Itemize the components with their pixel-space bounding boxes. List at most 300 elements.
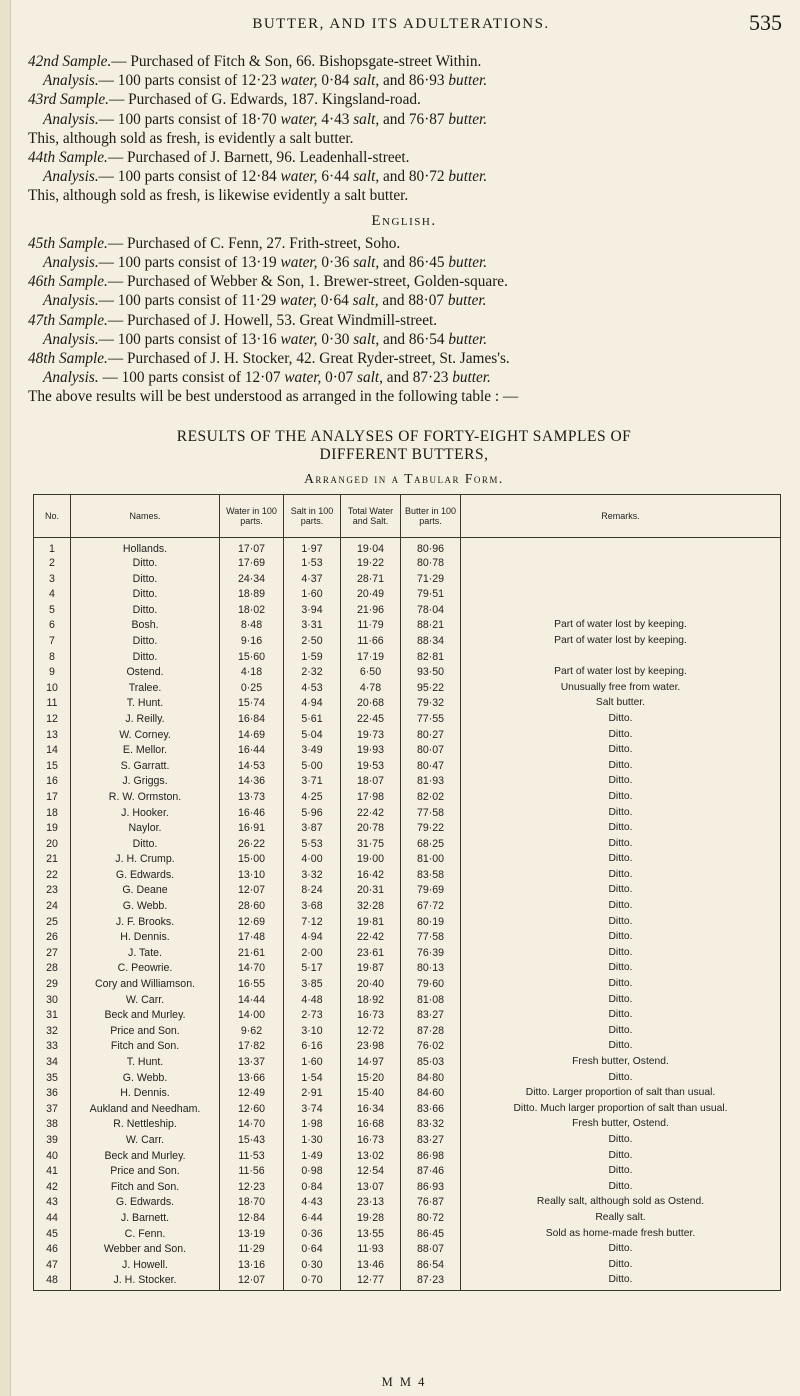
col-no-cell: 33: [34, 1040, 71, 1056]
col-no-header: No.: [34, 495, 71, 538]
table-row: [34, 1274, 781, 1290]
signature-mark: M M 4: [381, 1375, 427, 1389]
col-total-cell: 19·22: [341, 557, 401, 573]
col-salt-cell: 4·94: [284, 931, 341, 947]
col-remarks-cell: Ditto.: [461, 1181, 781, 1197]
col-butter-cell: 76·87: [401, 1196, 461, 1212]
col-total-cell: 32·28: [341, 900, 401, 916]
col-names-cell: Hollands.: [71, 538, 220, 558]
col-butter-cell: 93·50: [401, 666, 461, 682]
sample-analysis-line: [28, 330, 780, 349]
col-water-cell: 12·49: [220, 1087, 284, 1103]
col-salt-cell: 3·32: [284, 869, 341, 885]
col-no-cell: 12: [34, 713, 71, 729]
col-names-cell: C. Peowrie.: [71, 962, 220, 978]
salt-word: salt,: [357, 369, 383, 387]
analysis-text: 4·43: [317, 110, 354, 128]
col-remarks-cell: Unusually free from water.: [461, 682, 781, 698]
col-remarks-cell: Ditto.: [461, 744, 781, 760]
col-total-cell: 16·73: [341, 1134, 401, 1150]
analysis-text: — 100 parts consist of 11·29: [98, 292, 280, 310]
col-names-cell: Price and Son.: [71, 1025, 220, 1041]
analysis-label: Analysis.: [43, 72, 99, 90]
col-remarks-cell: Ditto.: [461, 1150, 781, 1166]
col-total-cell: 23·98: [341, 1040, 401, 1056]
sample-purchase: — Purchased of C. Fenn, 27. Frith-street, Soho.: [107, 234, 401, 252]
col-total-cell: 22·42: [341, 807, 401, 823]
analysis-label: Analysis.: [43, 292, 99, 310]
col-salt-cell: 3·31: [284, 619, 341, 635]
col-remarks-cell: Really salt, although sold as Ostend.: [461, 1196, 781, 1212]
col-water-cell: 14·70: [220, 1118, 284, 1134]
col-names-cell: G. Webb.: [71, 900, 220, 916]
col-butter-cell: 77·55: [401, 713, 461, 729]
col-no-cell: 26: [34, 931, 71, 947]
col-butter-cell: 79·22: [401, 822, 461, 838]
col-butter-cell: 79·32: [401, 697, 461, 713]
col-butter-cell: 80·07: [401, 744, 461, 760]
col-water-cell: 9·62: [220, 1025, 284, 1041]
col-total-cell: 20·31: [341, 884, 401, 900]
col-water-cell: 12·69: [220, 916, 284, 932]
col-remarks-cell: Ditto.: [461, 1165, 781, 1181]
col-total-cell: 12·77: [341, 1274, 401, 1290]
col-no-cell: 2: [34, 557, 71, 573]
analysis-text: and 80·72: [379, 168, 449, 186]
analysis-text: 0·84: [317, 72, 354, 90]
col-total-header: Total Water and Salt.: [341, 495, 401, 538]
col-butter-cell: 81·93: [401, 775, 461, 791]
table-row: [34, 1087, 781, 1103]
col-salt-cell: 3·94: [284, 604, 341, 620]
col-water-cell: 8·48: [220, 619, 284, 635]
col-salt-cell: 3·68: [284, 900, 341, 916]
col-salt-cell: 1·98: [284, 1118, 341, 1134]
col-names-cell: W. Carr.: [71, 994, 220, 1010]
col-water-cell: 15·43: [220, 1134, 284, 1150]
col-salt-cell: 0·30: [284, 1259, 341, 1275]
col-water-cell: 15·60: [220, 651, 284, 667]
col-salt-cell: 1·54: [284, 1072, 341, 1088]
col-butter-cell: 77·58: [401, 931, 461, 947]
table-row: [34, 1259, 781, 1275]
col-salt-cell: 2·32: [284, 666, 341, 682]
col-water-cell: 26·22: [220, 838, 284, 854]
col-salt-cell: 3·10: [284, 1025, 341, 1041]
col-names-cell: Ditto.: [71, 651, 220, 667]
col-total-cell: 17·98: [341, 791, 401, 807]
col-remarks-cell: Ditto.: [461, 729, 781, 745]
running-title: BUTTER, AND ITS ADULTERATIONS.: [252, 16, 550, 32]
col-names-cell: W. Carr.: [71, 1134, 220, 1150]
col-remarks-cell: [461, 588, 781, 604]
sample-label: 44th Sample.: [28, 149, 108, 167]
col-remarks-cell: [461, 538, 781, 558]
col-no-cell: 1: [34, 538, 71, 558]
col-butter-cell: 88·07: [401, 1243, 461, 1259]
analysis-text: — 100 parts consist of 13·16: [98, 330, 281, 348]
col-remarks-cell: Part of water lost by keeping.: [461, 635, 781, 651]
col-names-cell: G. Edwards.: [71, 869, 220, 885]
col-no-cell: 39: [34, 1134, 71, 1150]
col-remarks-cell: Salt butter.: [461, 697, 781, 713]
col-butter-cell: 79·69: [401, 884, 461, 900]
col-remarks-cell: Ditto.: [461, 994, 781, 1010]
sample-descriptions: [28, 52, 780, 407]
col-total-cell: 4·78: [341, 682, 401, 698]
sample-purchase: — Purchased of J. Barnett, 96. Leadenhall-street.: [107, 149, 410, 167]
col-butter-cell: 68·25: [401, 838, 461, 854]
col-remarks-cell: Ditto.: [461, 900, 781, 916]
col-water-cell: 28·60: [220, 900, 284, 916]
col-butter-cell: 83·66: [401, 1103, 461, 1119]
table-row: [34, 760, 781, 776]
col-names-cell: J. H. Stocker.: [71, 1274, 220, 1290]
sample-purchase-line: [28, 148, 780, 167]
analysis-text: — 100 parts consist of 18·70: [98, 110, 281, 128]
col-remarks-cell: Fresh butter, Ostend.: [461, 1056, 781, 1072]
analysis-text: 0·36: [317, 254, 354, 272]
col-butter-cell: 82·02: [401, 791, 461, 807]
col-remarks-cell: Ditto.: [461, 931, 781, 947]
analysis-text: and 86·45: [379, 254, 449, 272]
col-no-cell: 17: [34, 791, 71, 807]
col-salt-cell: 1·60: [284, 588, 341, 604]
table-row: [34, 807, 781, 823]
col-names-cell: J. Reilly.: [71, 713, 220, 729]
col-butter-cell: 80·72: [401, 1212, 461, 1228]
col-butter-cell: 88·21: [401, 619, 461, 635]
col-total-cell: 12·72: [341, 1025, 401, 1041]
col-salt-cell: 1·60: [284, 1056, 341, 1072]
table-row: [34, 1072, 781, 1088]
col-butter-cell: 82·81: [401, 651, 461, 667]
sample-purchase: — Purchased of J. H. Stocker, 42. Great Ryder-street, St. James's.: [107, 350, 510, 368]
col-water-cell: 16·91: [220, 822, 284, 838]
col-total-cell: 6·50: [341, 666, 401, 682]
sample-purchase-line: [28, 311, 780, 330]
col-no-cell: 24: [34, 900, 71, 916]
col-salt-cell: 0·70: [284, 1274, 341, 1290]
col-salt-cell: 0·98: [284, 1165, 341, 1181]
col-water-cell: 13·16: [220, 1259, 284, 1275]
water-word: water,: [284, 369, 322, 387]
col-names-cell: T. Hunt.: [71, 1056, 220, 1072]
table-row: [34, 1196, 781, 1212]
col-water-cell: 14·70: [220, 962, 284, 978]
col-butter-cell: 80·27: [401, 729, 461, 745]
sample-label: 48th Sample.: [28, 350, 108, 368]
analysis-label: Analysis.: [43, 369, 99, 387]
col-no-cell: 16: [34, 775, 71, 791]
col-no-cell: 27: [34, 947, 71, 963]
col-water-cell: 14·44: [220, 994, 284, 1010]
col-names-cell: C. Fenn.: [71, 1228, 220, 1244]
col-salt-cell: 4·94: [284, 697, 341, 713]
salt-word: salt,: [353, 330, 380, 348]
col-names-header: Names.: [71, 495, 220, 538]
butter-word: butter.: [448, 168, 488, 186]
analysis-text: 6·44: [317, 168, 354, 186]
analysis-text: — 100 parts consist of 12·23: [98, 72, 281, 90]
col-salt-cell: 4·43: [284, 1196, 341, 1212]
col-water-cell: 18·70: [220, 1196, 284, 1212]
table-row: [34, 538, 781, 558]
table-row: [34, 682, 781, 698]
col-remarks-cell: Ditto.: [461, 1072, 781, 1088]
sample-analysis-line: [28, 291, 780, 310]
col-remarks-cell: Ditto.: [461, 1259, 781, 1275]
col-remarks-cell: Ditto.: [461, 713, 781, 729]
col-total-cell: 13·46: [341, 1259, 401, 1275]
col-no-cell: 47: [34, 1259, 71, 1275]
col-no-cell: 25: [34, 916, 71, 932]
table-row: [34, 729, 781, 745]
col-names-cell: Ditto.: [71, 635, 220, 651]
col-remarks-cell: Ditto.: [461, 884, 781, 900]
col-total-cell: 12·54: [341, 1165, 401, 1181]
col-total-cell: 19·93: [341, 744, 401, 760]
sample-label: 43rd Sample.: [28, 91, 110, 109]
col-names-cell: Ditto.: [71, 838, 220, 854]
col-water-cell: 13·37: [220, 1056, 284, 1072]
col-names-cell: J. Griggs.: [71, 775, 220, 791]
col-names-cell: J. H. Crump.: [71, 853, 220, 869]
col-no-cell: 40: [34, 1150, 71, 1166]
table-row: [34, 1228, 781, 1244]
col-no-cell: 35: [34, 1072, 71, 1088]
sample-note: This, although sold as fresh, is evidently a salt butter.: [28, 129, 354, 147]
col-butter-header: Butter in 100 parts.: [401, 495, 461, 538]
analysis-text: and 76·87: [379, 110, 449, 128]
col-butter-cell: 76·39: [401, 947, 461, 963]
col-names-cell: H. Dennis.: [71, 1087, 220, 1103]
col-butter-cell: 84·60: [401, 1087, 461, 1103]
col-water-cell: 13·10: [220, 869, 284, 885]
col-salt-cell: 4·37: [284, 573, 341, 589]
col-names-cell: Aukland and Needham.: [71, 1103, 220, 1119]
col-total-cell: 20·49: [341, 588, 401, 604]
col-names-cell: G. Webb.: [71, 1072, 220, 1088]
col-water-cell: 12·07: [220, 884, 284, 900]
col-no-cell: 36: [34, 1087, 71, 1103]
col-names-cell: J. Hooker.: [71, 807, 220, 823]
sample-label: 47th Sample.: [28, 311, 108, 329]
col-salt-cell: 5·17: [284, 962, 341, 978]
col-names-cell: J. Howell.: [71, 1259, 220, 1275]
table-row: [34, 947, 781, 963]
col-total-cell: 20·78: [341, 822, 401, 838]
col-water-cell: 14·69: [220, 729, 284, 745]
col-no-cell: 4: [34, 588, 71, 604]
col-butter-cell: 86·45: [401, 1228, 461, 1244]
col-butter-cell: 88·34: [401, 635, 461, 651]
col-total-cell: 31·75: [341, 838, 401, 854]
col-salt-cell: 2·50: [284, 635, 341, 651]
col-no-cell: 44: [34, 1212, 71, 1228]
col-names-cell: Bosh.: [71, 619, 220, 635]
col-water-cell: 18·89: [220, 588, 284, 604]
col-total-cell: 11·93: [341, 1243, 401, 1259]
sample-purchase: — Purchased of Webber & Son, 1. Brewer-street, Golden-square.: [107, 273, 508, 291]
table-row: [34, 900, 781, 916]
sample-purchase: — Purchased of G. Edwards, 187. Kingsland-road.: [109, 91, 421, 109]
sample-note: This, although sold as fresh, is likewise evidently a salt butter.: [28, 187, 409, 205]
salt-word: salt,: [353, 72, 380, 90]
table-row: [34, 651, 781, 667]
col-water-cell: 17·69: [220, 557, 284, 573]
table-row: [34, 1118, 781, 1134]
col-no-cell: 31: [34, 1009, 71, 1025]
col-total-cell: 15·20: [341, 1072, 401, 1088]
sample-label: 46th Sample.: [28, 273, 108, 291]
col-salt-cell: 1·49: [284, 1150, 341, 1166]
col-remarks-cell: Ditto.: [461, 869, 781, 885]
col-no-cell: 9: [34, 666, 71, 682]
col-water-cell: 15·74: [220, 697, 284, 713]
table-row: [34, 853, 781, 869]
col-butter-cell: 87·46: [401, 1165, 461, 1181]
table-row: [34, 994, 781, 1010]
results-table-header: [34, 495, 781, 538]
col-remarks-cell: Ditto.: [461, 822, 781, 838]
col-total-cell: 19·81: [341, 916, 401, 932]
col-salt-cell: 8·24: [284, 884, 341, 900]
butter-word: butter.: [448, 72, 488, 90]
col-no-cell: 22: [34, 869, 71, 885]
col-remarks-cell: Ditto.: [461, 916, 781, 932]
col-salt-cell: 1·53: [284, 557, 341, 573]
water-word: water,: [280, 110, 318, 128]
col-total-cell: 28·71: [341, 573, 401, 589]
col-total-cell: 14·97: [341, 1056, 401, 1072]
analysis-label: Analysis.: [43, 254, 99, 272]
col-remarks-cell: Part of water lost by keeping.: [461, 619, 781, 635]
butter-word: butter.: [448, 254, 488, 272]
col-remarks-cell: Ditto.: [461, 1009, 781, 1025]
table-subtitle: Arranged in a Tabular Form.: [304, 471, 504, 486]
table-title-line-2: DIFFERENT BUTTERS,: [319, 446, 489, 463]
col-salt-cell: 4·25: [284, 791, 341, 807]
butter-word: butter.: [448, 110, 488, 128]
col-names-cell: Ditto.: [71, 604, 220, 620]
analysis-text: — 100 parts consist of 12·07: [98, 369, 285, 387]
col-no-cell: 19: [34, 822, 71, 838]
col-total-cell: 19·28: [341, 1212, 401, 1228]
col-total-cell: 20·40: [341, 978, 401, 994]
page-edge: [0, 0, 11, 1396]
col-names-cell: W. Corney.: [71, 729, 220, 745]
col-total-cell: 13·55: [341, 1228, 401, 1244]
table-row: [34, 884, 781, 900]
col-total-cell: 16·68: [341, 1118, 401, 1134]
sample-label: 42nd Sample.: [28, 53, 112, 70]
sample-analysis-line: [28, 167, 780, 186]
col-no-cell: 11: [34, 697, 71, 713]
col-salt-cell: 7·12: [284, 916, 341, 932]
table-title: [28, 428, 780, 464]
col-remarks-cell: [461, 573, 781, 589]
col-remarks-cell: Really salt.: [461, 1212, 781, 1228]
col-no-cell: 8: [34, 651, 71, 667]
col-butter-cell: 80·13: [401, 962, 461, 978]
col-remarks-cell: Ditto.: [461, 760, 781, 776]
col-total-cell: 19·00: [341, 853, 401, 869]
col-water-cell: 12·84: [220, 1212, 284, 1228]
page-number: 535: [749, 10, 782, 35]
col-salt-cell: 3·49: [284, 744, 341, 760]
table-row: [34, 604, 781, 620]
sample-purchase: — Purchased of J. Howell, 53. Great Windmill-street.: [107, 311, 438, 329]
col-butter-cell: 80·19: [401, 916, 461, 932]
table-row: [34, 1212, 781, 1228]
col-salt-cell: 6·16: [284, 1040, 341, 1056]
table-row: [34, 697, 781, 713]
salt-word: salt,: [353, 110, 380, 128]
col-remarks-header: Remarks.: [461, 495, 781, 538]
col-salt-cell: 2·73: [284, 1009, 341, 1025]
butter-word: butter.: [448, 330, 488, 348]
col-butter-cell: 83·27: [401, 1134, 461, 1150]
col-total-cell: 11·79: [341, 619, 401, 635]
col-butter-cell: 95·22: [401, 682, 461, 698]
col-total-cell: 19·53: [341, 760, 401, 776]
col-total-cell: 19·73: [341, 729, 401, 745]
col-names-cell: Webber and Son.: [71, 1243, 220, 1259]
col-remarks-cell: [461, 604, 781, 620]
table-row: [34, 916, 781, 932]
col-total-cell: 23·13: [341, 1196, 401, 1212]
col-remarks-cell: Part of water lost by keeping.: [461, 666, 781, 682]
col-names-cell: Beck and Murley.: [71, 1150, 220, 1166]
table-row: [34, 822, 781, 838]
table-row: [34, 962, 781, 978]
analysis-label: Analysis.: [43, 110, 99, 128]
col-water-cell: 13·66: [220, 1072, 284, 1088]
col-water-cell: 16·46: [220, 807, 284, 823]
col-remarks-cell: Ditto.: [461, 978, 781, 994]
analysis-text: and 86·93: [379, 72, 449, 90]
water-word: water,: [280, 330, 318, 348]
salt-word: salt,: [353, 168, 380, 186]
col-butter-cell: 87·28: [401, 1025, 461, 1041]
col-water-cell: 12·23: [220, 1181, 284, 1197]
col-water-cell: 14·00: [220, 1009, 284, 1025]
col-total-cell: 23·61: [341, 947, 401, 963]
col-water-cell: 15·00: [220, 853, 284, 869]
col-water-cell: 13·19: [220, 1228, 284, 1244]
col-butter-cell: 80·47: [401, 760, 461, 776]
col-water-cell: 16·44: [220, 744, 284, 760]
col-salt-cell: 4·00: [284, 853, 341, 869]
table-row: [34, 588, 781, 604]
col-butter-cell: 83·58: [401, 869, 461, 885]
col-butter-cell: 83·27: [401, 1009, 461, 1025]
col-no-cell: 21: [34, 853, 71, 869]
col-salt-cell: 5·04: [284, 729, 341, 745]
table-row: [34, 713, 781, 729]
col-salt-cell: 3·74: [284, 1103, 341, 1119]
sample-purchase-line: [28, 52, 780, 71]
results-table-body: [34, 538, 781, 1291]
col-salt-cell: 0·64: [284, 1243, 341, 1259]
col-names-cell: Fitch and Son.: [71, 1040, 220, 1056]
col-total-cell: 16·42: [341, 869, 401, 885]
col-salt-cell: 1·59: [284, 651, 341, 667]
table-row: [34, 666, 781, 682]
sample-analysis-line: [28, 368, 780, 387]
col-names-cell: J. Barnett.: [71, 1212, 220, 1228]
